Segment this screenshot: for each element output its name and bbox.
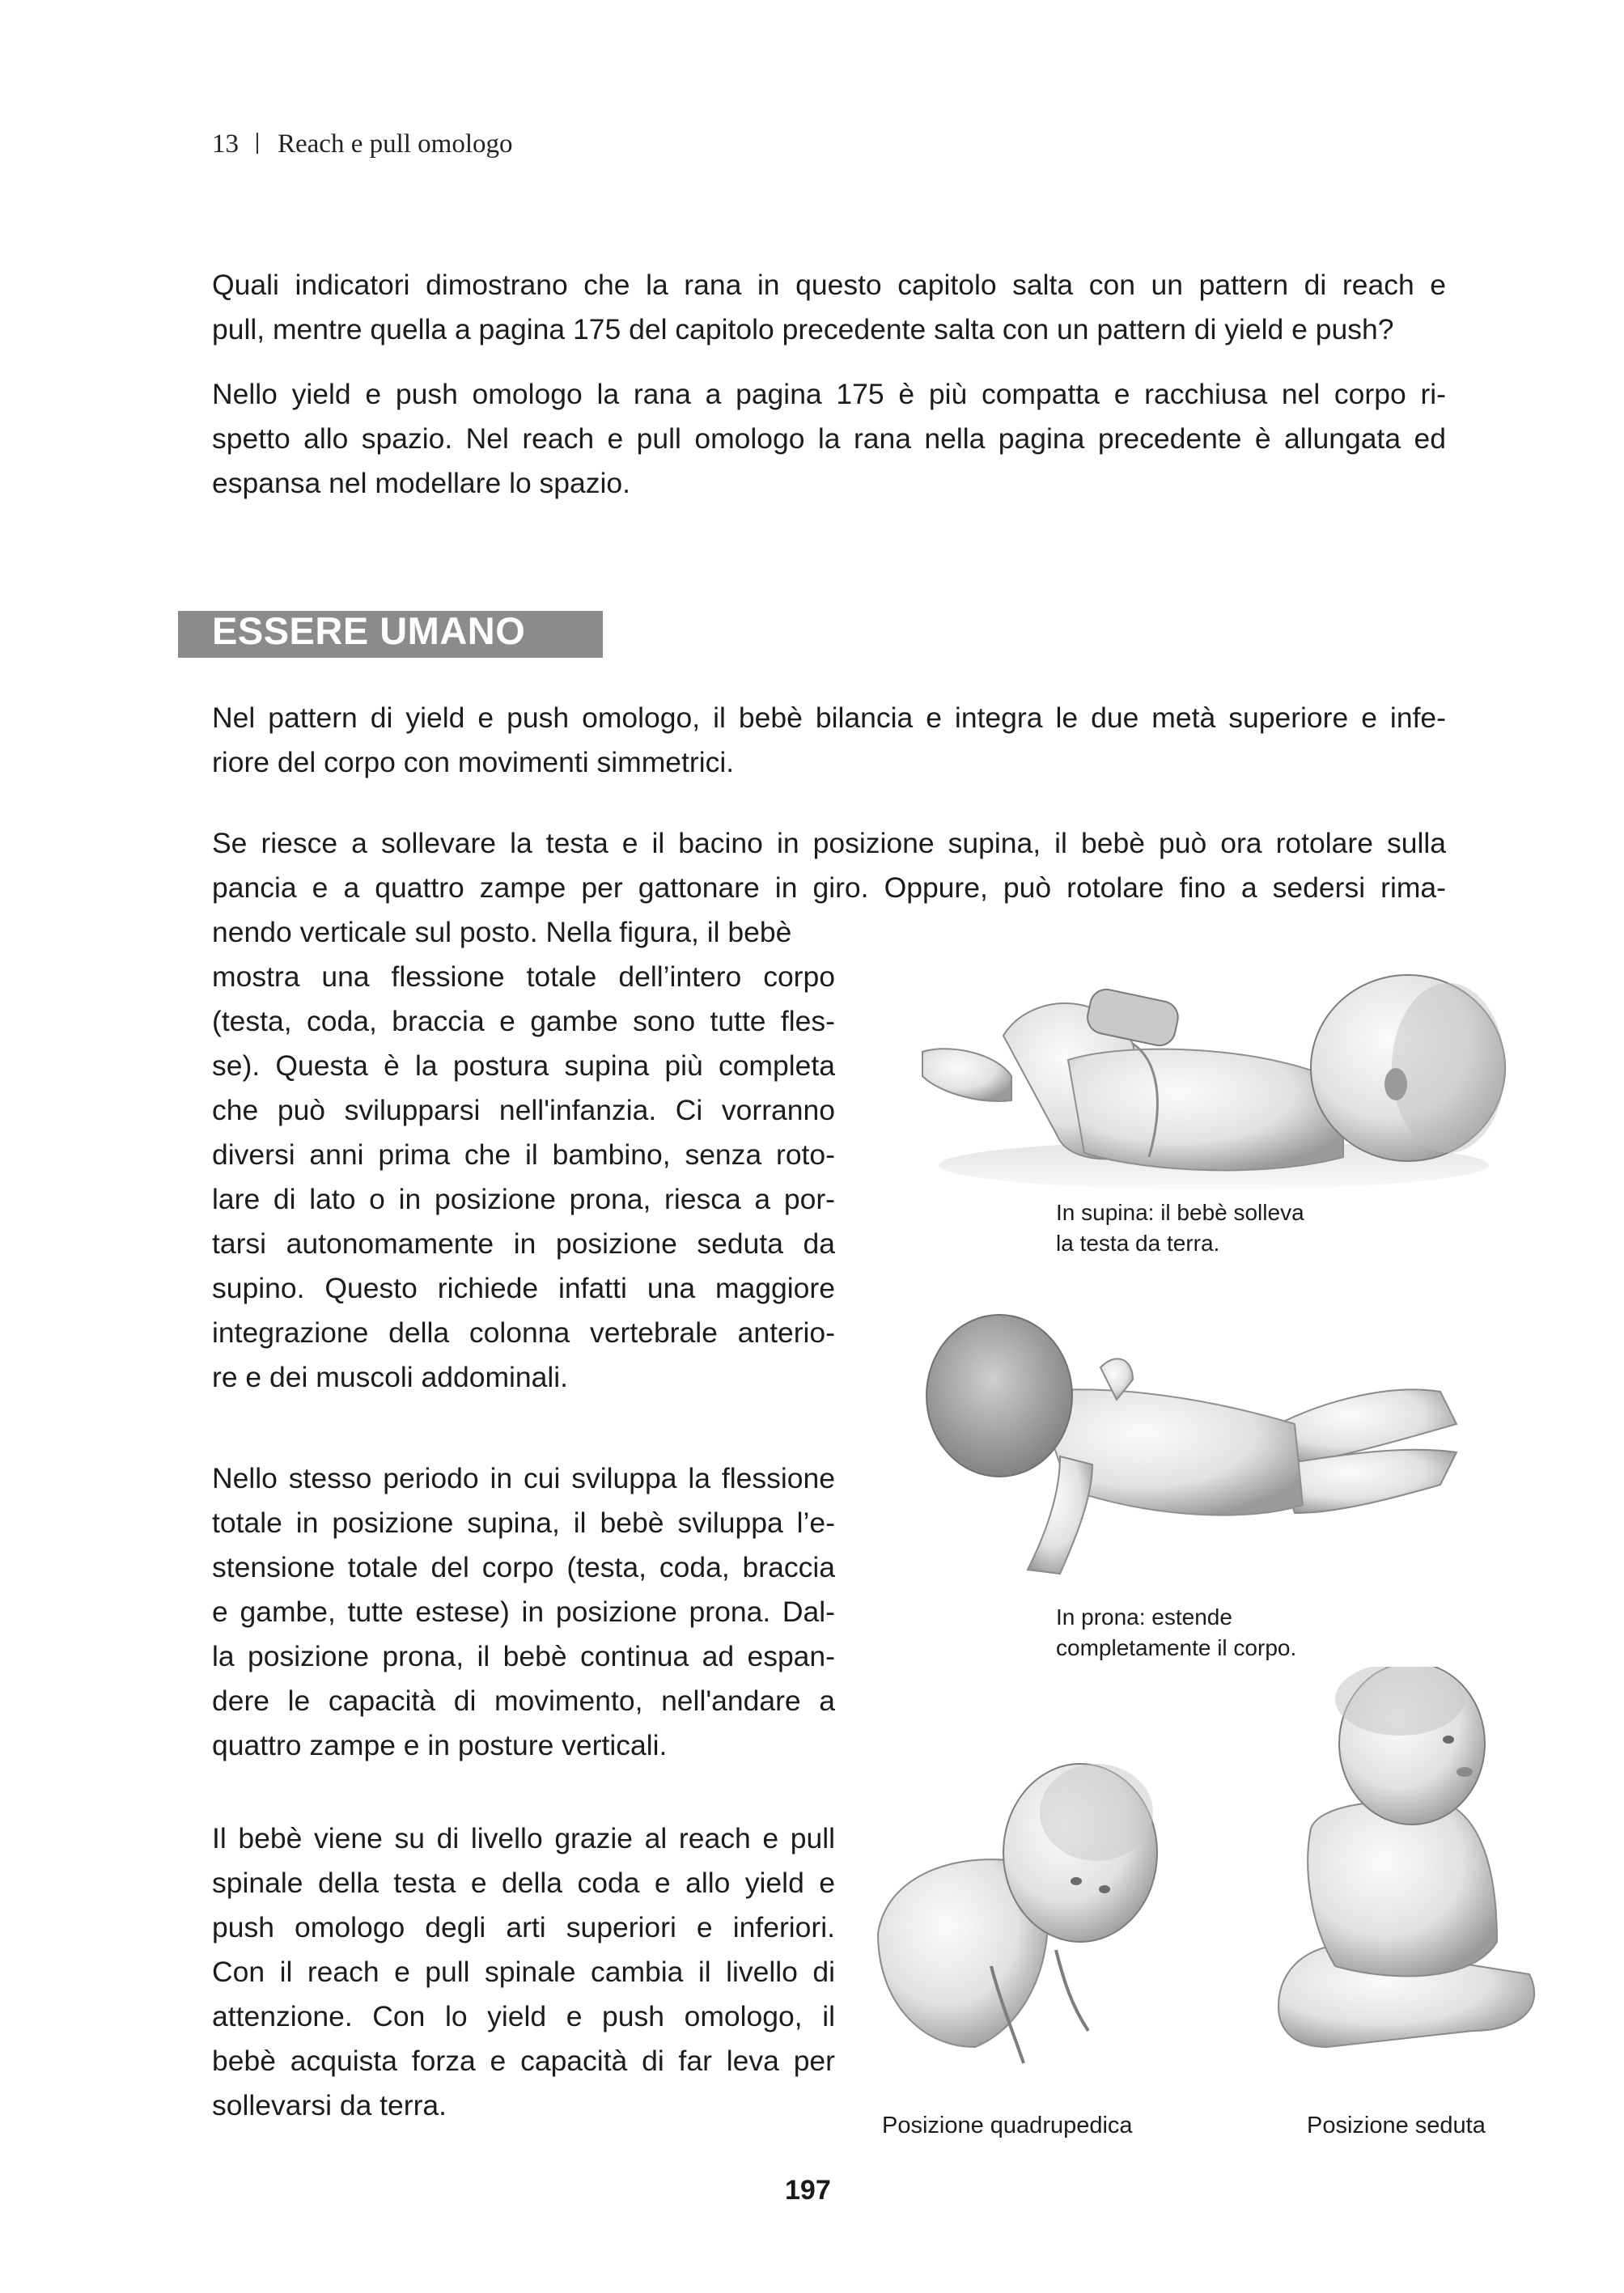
text-line: Nel pattern di yield e push omologo, il bebè bilancia e integra le due metà superiore e infe-: [212, 701, 1446, 734]
page-number: 197: [785, 2175, 831, 2206]
caption-supine: [1056, 1197, 1304, 1259]
text-line: mostra una flessione totale dell’intero corpo: [212, 960, 835, 993]
running-head-divider: [257, 133, 258, 154]
baby-prone-illustration: [874, 1303, 1489, 1586]
text-line: tarsi autonomamente in posizione seduta da: [212, 1227, 835, 1260]
text-line: totale in posizione supina, il bebè sviluppa l’e-: [212, 1507, 835, 1539]
text-line: nendo verticale sul posto. Nella figura, il bebè: [212, 916, 792, 948]
text-line: attenzione. Con lo yield e push omologo, il: [212, 2000, 835, 2032]
text-line: Se riesce a sollevare la testa e il bacino in posizione supina, il bebè può ora rotolare sulla: [212, 827, 1446, 859]
text-line: Nello yield e push omologo la rana a pagina 175 è più compatta e racchiusa nel corpo ri-: [212, 378, 1446, 410]
text-line: Il bebè viene su di livello grazie al reach e pull: [212, 1822, 835, 1854]
chapter-title: Reach e pull omologo: [278, 129, 513, 159]
text-line: espansa nel modellare lo spazio.: [212, 467, 631, 499]
text-line: lare di lato o in posizione prona, riesca a por-: [212, 1183, 835, 1215]
text-line: pull, mentre quella a pagina 175 del capitolo precedente salta con un pattern di yield e push?: [212, 313, 1394, 345]
text-line: la posizione prona, il bebè continua ad espan-: [212, 1640, 835, 1672]
caption-sitting: Posizione seduta: [1307, 2113, 1486, 2138]
text-line: sollevarsi da terra.: [212, 2089, 447, 2121]
text-line: Con il reach e pull spinale cambia il livello di: [212, 1956, 835, 1988]
text-line: push omologo degli arti superiori e inferiori.: [212, 1911, 835, 1943]
text-line: (testa, coda, braccia e gambe sono tutte fles-: [212, 1005, 835, 1037]
caption-quadruped: Posizione quadrupedica: [882, 2113, 1133, 2138]
baby-sitting-illustration: [1262, 1667, 1554, 2071]
caption-line: In prona: estende: [1056, 1604, 1232, 1630]
text-line: Quali indicatori dimostrano che la rana in questo capitolo salta con un pattern di reach e: [212, 269, 1446, 301]
text-line: e gambe, tutte estese) in posizione prona. Dal-: [212, 1596, 835, 1628]
caption-line: In supina: il bebè solleva: [1056, 1200, 1304, 1225]
running-head: [212, 129, 513, 159]
baby-quadruped-illustration: [854, 1723, 1194, 2079]
text-line: Nello stesso periodo in cui sviluppa la flessione: [212, 1462, 835, 1494]
text-line: spetto allo spazio. Nel reach e pull omologo la rana nella pagina precedente è allungata ed: [212, 422, 1446, 455]
text-line: riore del corpo con movimenti simmetrici.: [212, 746, 735, 778]
text-line: diversi anni prima che il bambino, senza roto-: [212, 1138, 835, 1171]
text-line: bebè acquista forza e capacità di far leva per: [212, 2045, 835, 2077]
chapter-number: 13: [212, 129, 239, 159]
text-line: quattro zampe e in posture verticali.: [212, 1729, 668, 1761]
text-line: spinale della testa e della coda e allo yield e: [212, 1867, 835, 1899]
baby-supine-illustration: [890, 963, 1521, 1206]
section-heading: ESSERE UMANO: [212, 609, 526, 652]
caption-prone: [1056, 1602, 1296, 1664]
text-line: dere le capacità di movimento, nell'andare a: [212, 1685, 835, 1717]
text-line: stensione totale del corpo (testa, coda, braccia: [212, 1551, 835, 1583]
caption-line: completamente il corpo.: [1056, 1635, 1297, 1660]
text-line: se). Questa è la postura supina più completa: [212, 1049, 835, 1082]
text-line: integrazione della colonna vertebrale anterio-: [212, 1316, 835, 1349]
text-line: re e dei muscoli addominali.: [212, 1361, 569, 1393]
text-line: che può svilupparsi nell'infanzia. Ci vorranno: [212, 1094, 835, 1126]
text-line: pancia e a quattro zampe per gattonare in giro. Oppure, può rotolare fino a sedersi rima-: [212, 871, 1446, 904]
caption-line: la testa da terra.: [1056, 1231, 1220, 1256]
text-line: supino. Questo richiede infatti una maggiore: [212, 1272, 835, 1304]
